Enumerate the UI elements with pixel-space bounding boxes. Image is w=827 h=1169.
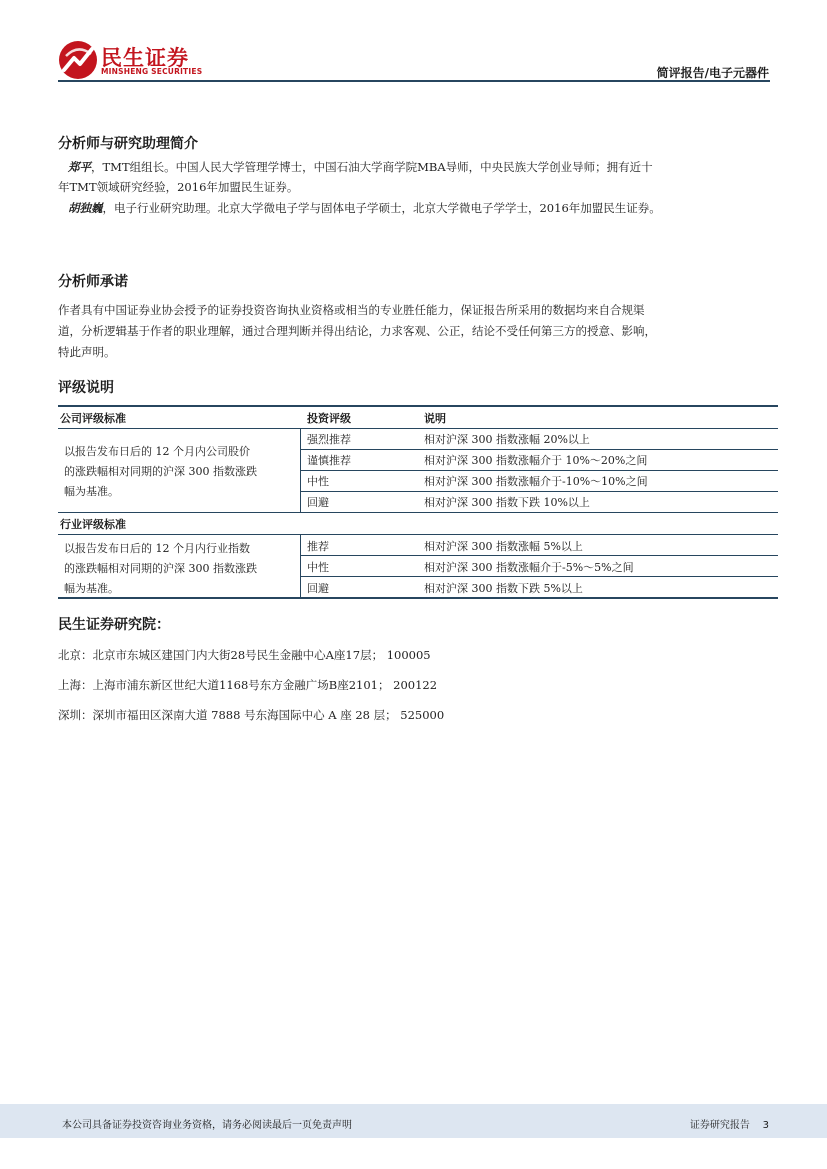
industry-desc-3: 相对沪深 300 指数下跌 5%以上	[424, 582, 583, 595]
commitment-line1: 作者具有中国证券业协会授予的证券投资咨询执业资格或相当的专业胜任能力，保证报告所采用的数据均来自合规渠	[58, 303, 645, 317]
company-desc-3: 相对沪深 300 指数涨幅介于-10%～10%之间	[424, 475, 648, 488]
commitment-line3: 特此声明。	[58, 345, 116, 359]
footer-page-info	[690, 1116, 769, 1131]
commitment-title: 分析师承诺	[58, 274, 128, 290]
industry-desc-1: 相对沪深 300 指数涨幅 5%以上	[424, 540, 583, 553]
address-shanghai: 上海：上海市浦东新区世纪大道1168号东方金融广场B座2101； 200122	[58, 678, 438, 692]
company-desc-2: 相对沪深 300 指数涨幅介于 10%～20%之间	[424, 454, 648, 467]
analyst-hu-bio: ，电子行业研究助理。北京大学微电子学与固体电子学硕士，北京大学微电子学学士，2016年加盟民生证券。	[102, 201, 661, 215]
col-desc-header: 说明	[424, 412, 446, 425]
industry-rating-1: 推荐	[307, 540, 329, 553]
page-number: 3	[762, 1120, 769, 1131]
table-vline-industry	[300, 534, 301, 597]
company-rating-1: 强烈推荐	[307, 433, 351, 446]
company-desc-4: 相对沪深 300 指数下跌 10%以上	[424, 496, 590, 509]
row-rule	[300, 555, 778, 556]
report-type: 简评报告/电子元器件	[656, 66, 769, 80]
analyst-name-zheng: 郑平	[68, 160, 91, 174]
logo-mark-icon	[58, 40, 98, 80]
analyst-name-hu: 胡独巍	[68, 201, 103, 215]
row-rule	[300, 449, 778, 450]
company-rating-4: 回避	[307, 496, 329, 509]
address-shenzhen: 深圳：深圳市福田区深南大道 7888 号东海国际中心 A 座 28 层； 525000	[58, 708, 445, 722]
company-basis-line2: 的涨跌幅相对同期的沪深 300 指数涨跌	[64, 465, 257, 478]
industry-rating-3: 回避	[307, 582, 329, 595]
table-top-rule	[58, 405, 778, 407]
industry-basis-line1: 以报告发布日后的 12 个月内行业指数	[64, 542, 250, 555]
row-rule	[300, 491, 778, 492]
analysts-title: 分析师与研究助理简介	[58, 136, 198, 152]
brand-name-en: MINSHENG SECURITIES	[101, 67, 203, 76]
industry-header: 行业评级标准	[60, 518, 126, 531]
company-basis-line3: 幅为基准。	[64, 485, 119, 498]
footer-disclaimer: 本公司具备证券投资咨询业务资格，请务必阅读最后一页免责声明	[62, 1120, 352, 1131]
company-desc-1: 相对沪深 300 指数涨幅 20%以上	[424, 433, 590, 446]
industry-header-rule	[58, 534, 300, 535]
row-rule	[300, 470, 778, 471]
industry-desc-2: 相对沪深 300 指数涨幅介于-5%～5%之间	[424, 561, 634, 574]
company-rating-3: 中性	[307, 475, 329, 488]
institute-title: 民生证券研究院：	[58, 617, 170, 633]
brand-name-cn: 民生证券	[101, 46, 189, 70]
analyst-zheng-line1	[68, 157, 773, 178]
table-header-rule	[58, 428, 778, 429]
company-basis-line1: 以报告发布日后的 12 个月内公司股价	[64, 445, 250, 458]
industry-basis	[64, 539, 257, 599]
col-company-header: 公司评级标准	[60, 412, 126, 425]
rating-title: 评级说明	[58, 380, 114, 396]
industry-header-rule-right	[300, 534, 778, 535]
analyst-zheng-bio: ，TMT组组长。中国人民大学管理学博士，中国石油大学商学院MBA导师，中央民族大学创业导师；拥有近十	[91, 160, 653, 174]
industry-basis-line3: 幅为基准。	[64, 582, 119, 595]
table-bottom-rule	[58, 597, 778, 599]
company-section-rule	[58, 512, 778, 513]
analyst-zheng-line2: 年TMT领域研究经验，2016年加盟民生证券。	[58, 180, 299, 194]
company-basis	[64, 442, 257, 502]
address-beijing: 北京：北京市东城区建国门内大街28号民生金融中心A座17层； 100005	[58, 648, 431, 662]
row-rule	[300, 576, 778, 577]
col-rating-header: 投资评级	[307, 412, 351, 425]
company-rating-2: 谨慎推荐	[307, 454, 351, 467]
header-divider	[58, 80, 770, 82]
commitment-line2: 道，分析逻辑基于作者的职业理解，通过合理判断并得出结论，力求客观、公正，结论不受任何第三方的授意、影响，	[58, 324, 656, 338]
analyst-hu-line	[68, 198, 773, 219]
industry-basis-line2: 的涨跌幅相对同期的沪深 300 指数涨跌	[64, 562, 257, 575]
footer-label: 证券研究报告	[689, 1120, 750, 1131]
industry-rating-2: 中性	[307, 561, 329, 574]
